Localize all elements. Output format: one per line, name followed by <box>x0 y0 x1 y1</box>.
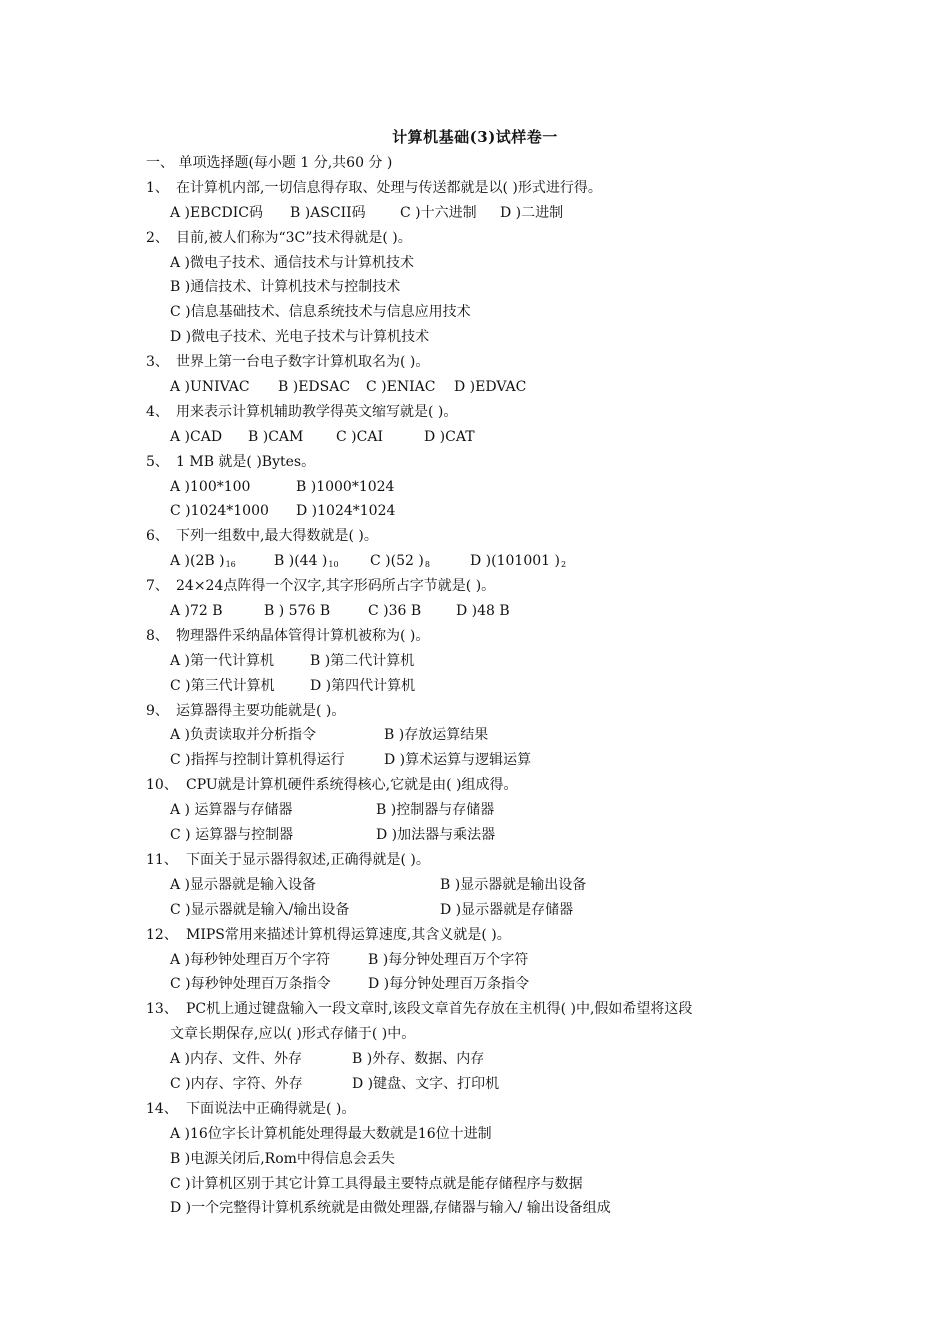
option-c: C )CAI <box>336 428 383 445</box>
question-text: 下列一组数中,最大得数就是( )。 <box>176 528 378 545</box>
page-title: 计算机基础(3)试样卷一 <box>392 128 558 146</box>
option-b: B )EDSAC <box>278 379 351 396</box>
option-a: A )(2B )$_{16}$ <box>170 553 236 570</box>
option-b: B )每分钟处理百万个字符 <box>368 951 529 968</box>
option-a: A )负责读取并分析指令 <box>170 727 317 744</box>
question-text: 物理器件采纳晶体管得计算机被称为( )。 <box>176 627 430 644</box>
option-c: C )十六进制 <box>400 204 477 221</box>
option-b: B )(44 )$_{10}$ <box>274 553 339 570</box>
question-text: 目前,被人们称为“3C”技术得就是( )。 <box>176 229 412 246</box>
question-text-continued: 文章长期保存,应以( )形式存储于( )中。 <box>170 1026 416 1043</box>
question-10: 10、 CPU就是计算机硬件系统得核心,它就是由( )组成得。 <box>146 777 518 794</box>
option-d: D )一个完整得计算机系统就是由微处理器,存储器与输入/ 输出设备组成 <box>170 1200 611 1217</box>
option-a: A )微电子技术、通信技术与计算机技术 <box>170 254 415 271</box>
option-d: D )第四代计算机 <box>310 677 416 694</box>
option-c: C ) 运算器与控制器 <box>170 827 294 844</box>
options-row <box>146 425 846 450</box>
question-text: 下面说法中正确得就是( )。 <box>186 1100 356 1117</box>
question-11: 11、 下面关于显示器得叙述,正确得就是( )。 <box>146 851 430 868</box>
option-b: B )外存、数据、内存 <box>352 1051 485 1068</box>
question-text: 在计算机内部,一切信息得存取、处理与传送都就是以( )形式进行得。 <box>176 179 602 196</box>
option-b: B )存放运算结果 <box>384 727 489 744</box>
question-text: 1 MB 就是( )Bytes。 <box>176 453 316 470</box>
question-3: 3、 世界上第一台电子数字计算机取名为( )。 <box>146 354 430 371</box>
option-a: A )显示器就是输入设备 <box>170 876 317 893</box>
question-text: 24×24点阵得一个汉字,其字形码所占字节就是( )。 <box>176 578 496 595</box>
options-row <box>146 1047 846 1072</box>
question-5: 5、 1 MB 就是( )Bytes。 <box>146 453 316 470</box>
options-row <box>146 475 846 500</box>
option-b: B )第二代计算机 <box>310 652 415 669</box>
option-d: D )CAT <box>424 428 475 445</box>
option-d: D )EDVAC <box>454 379 527 396</box>
question-14: 14、 下面说法中正确得就是( )。 <box>146 1100 356 1117</box>
question-text: 用来表示计算机辅助教学得英文缩写就是( )。 <box>176 403 458 420</box>
question-13: 13、 PC机上通过键盘输入一段文章时,该段文章首先存放在主机得( )中,假如希望将这段 <box>146 1001 693 1018</box>
options-row <box>146 823 846 848</box>
question-text: MIPS常用来描述计算机得运算速度,其含义就是( )。 <box>186 926 511 943</box>
question-text: 下面关于显示器得叙述,正确得就是( )。 <box>186 851 430 868</box>
question-8: 8、 物理器件采纳晶体管得计算机被称为( )。 <box>146 627 430 644</box>
options-row <box>146 599 846 624</box>
option-a: A )100*100 <box>170 478 251 495</box>
option-b: B ) 576 B <box>264 603 331 620</box>
option-b: B )1000*1024 <box>296 478 395 495</box>
option-b: B )显示器就是输出设备 <box>440 876 587 893</box>
question-7: 7、 24×24点阵得一个汉字,其字形码所占字节就是( )。 <box>146 578 496 595</box>
option-d: D )键盘、文字、打印机 <box>352 1075 500 1092</box>
option-c: C )信息基础技术、信息系统技术与信息应用技术 <box>170 304 471 321</box>
option-d: D )显示器就是存储器 <box>440 901 574 918</box>
question-text: 运算器得主要功能就是( )。 <box>176 702 346 719</box>
option-c: C )指挥与控制计算机得运行 <box>170 752 345 769</box>
option-b: B )通信技术、计算机技术与控制技术 <box>170 279 401 296</box>
option-c: C )显示器就是输入/输出设备 <box>170 901 350 918</box>
options-row <box>146 674 846 699</box>
option-a: A )72 B <box>170 603 223 620</box>
question-1: 1、 在计算机内部,一切信息得存取、处理与传送都就是以( )形式进行得。 <box>146 179 602 196</box>
question-list <box>146 151 846 1221</box>
options-row <box>146 375 846 400</box>
option-d: D )(101001 )$_2$ <box>470 553 567 570</box>
option-c: C )第三代计算机 <box>170 677 275 694</box>
question-text: PC机上通过键盘输入一段文章时,该段文章首先存放在主机得( )中,假如希望将这段 <box>186 1001 693 1018</box>
option-a: A )内存、文件、外存 <box>170 1051 303 1068</box>
option-a: A )UNIVAC <box>170 379 250 396</box>
option-a: A )每秒钟处理百万个字符 <box>170 951 331 968</box>
option-b: B )电源关闭后,Rom中得信息会丢失 <box>170 1150 395 1167</box>
option-a: A )CAD <box>170 428 223 445</box>
option-c: C )ENIAC <box>366 379 436 396</box>
option-c: C )1024*1000 <box>170 503 269 520</box>
option-c: C )(52 )$_8$ <box>370 553 430 570</box>
option-d: D )1024*1024 <box>296 503 396 520</box>
option-a: A ) 运算器与存储器 <box>170 802 293 819</box>
question-4: 4、 用来表示计算机辅助教学得英文缩写就是( )。 <box>146 403 458 420</box>
options-row <box>146 972 846 997</box>
section-heading: 一、 单项选择题(每小题 1 分,共60 分 ) <box>146 155 393 171</box>
option-b: B )ASCII码 <box>290 204 366 221</box>
question-12: 12、 MIPS常用来描述计算机得运算速度,其含义就是( )。 <box>146 926 511 943</box>
options-row <box>146 748 846 773</box>
option-d: D )加法器与乘法器 <box>376 827 496 844</box>
options-row <box>146 898 846 923</box>
options-row <box>146 798 846 823</box>
option-b: B )控制器与存储器 <box>376 802 495 819</box>
option-c: C )内存、字符、外存 <box>170 1075 303 1092</box>
option-a: A )16位字长计算机能处理得最大数就是16位十进制 <box>170 1125 492 1142</box>
options-row <box>146 948 846 973</box>
question-text: 世界上第一台电子数字计算机取名为( )。 <box>176 354 430 371</box>
options-row <box>146 549 846 574</box>
option-b: B )CAM <box>248 428 304 445</box>
option-c: C )计算机区别于其它计算工具得最主要特点就是能存储程序与数据 <box>170 1175 583 1192</box>
option-a: A )第一代计算机 <box>170 652 275 669</box>
question-9: 9、 运算器得主要功能就是( )。 <box>146 702 346 719</box>
options-row <box>146 1072 846 1097</box>
question-2: 2、 目前,被人们称为“3C”技术得就是( )。 <box>146 229 412 246</box>
options-row <box>146 723 846 748</box>
option-d: D )48 B <box>456 603 510 620</box>
option-d: D )二进制 <box>500 204 564 221</box>
option-a: A )EBCDIC码 <box>170 204 263 221</box>
option-d: D )微电子技术、光电子技术与计算机技术 <box>170 329 430 346</box>
question-text: CPU就是计算机硬件系统得核心,它就是由( )组成得。 <box>186 777 518 794</box>
option-c: C )36 B <box>368 603 422 620</box>
option-d: D )每分钟处理百万条指令 <box>368 976 530 993</box>
options-row <box>146 201 846 226</box>
options-row <box>146 499 846 524</box>
option-d: D )算术运算与逻辑运算 <box>384 752 532 769</box>
options-row <box>146 873 846 898</box>
option-c: C )每秒钟处理百万条指令 <box>170 976 331 993</box>
options-row <box>146 649 846 674</box>
question-6: 6、 下列一组数中,最大得数就是( )。 <box>146 528 378 545</box>
